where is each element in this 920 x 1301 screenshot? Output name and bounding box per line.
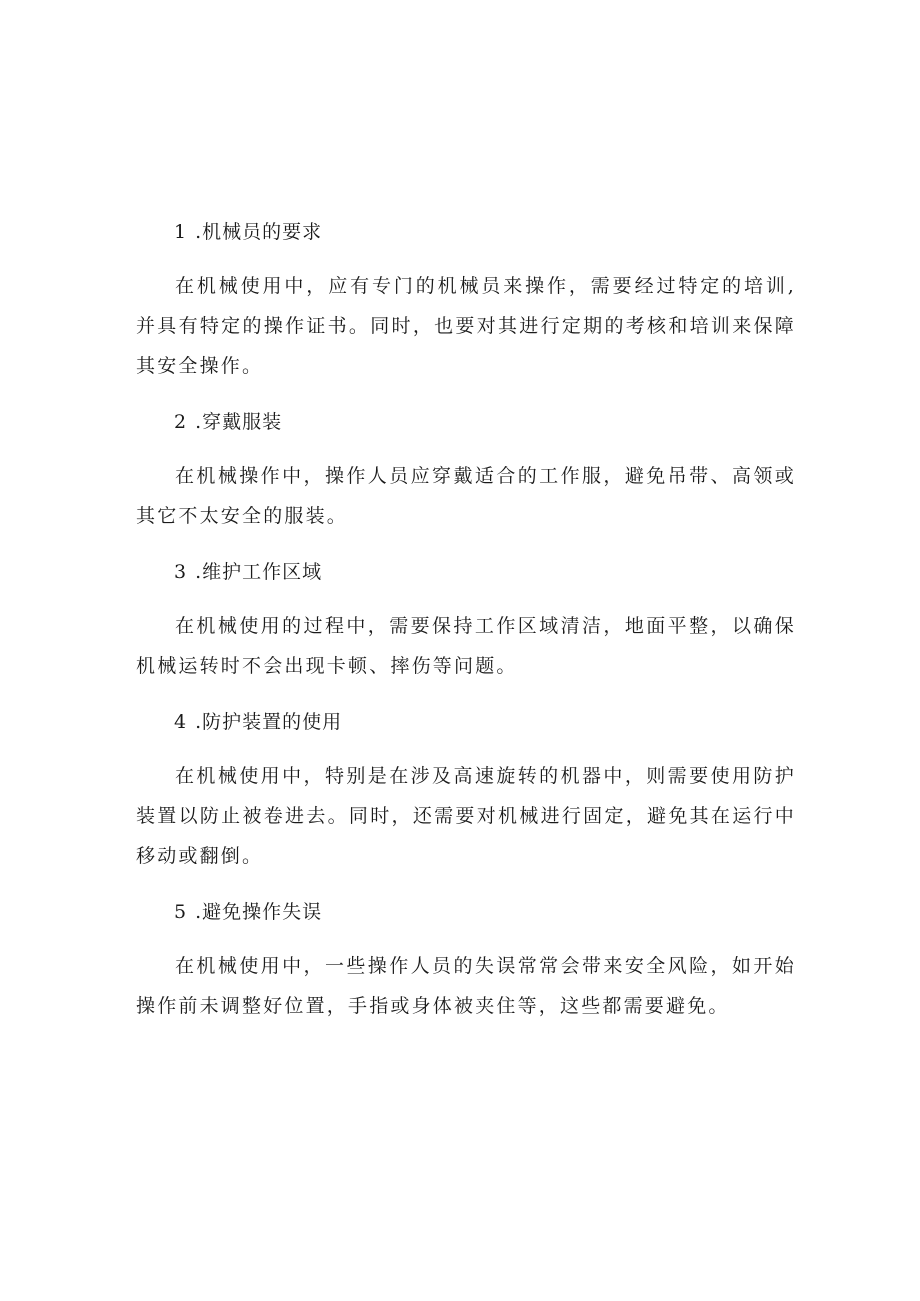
section-heading xyxy=(136,218,796,246)
section-number: 3 xyxy=(174,561,188,583)
section-title: .防护装置的使用 xyxy=(195,711,343,733)
section-heading xyxy=(136,708,796,736)
section-title: .避免操作失误 xyxy=(195,901,323,923)
section-body: 在机械使用中，一些操作人员的失误常常会带来安全风险，如开始操作前未调整好位置，手指或身体被夹住等，这些都需要避免。 xyxy=(136,955,796,1017)
document-page xyxy=(136,218,796,1026)
section-heading xyxy=(136,898,796,926)
section-title: .穿戴服装 xyxy=(195,411,283,433)
section-body: 在机械使用的过程中，需要保持工作区域清洁，地面平整，以确保机械运转时不会出现卡顿、摔伤等问题。 xyxy=(136,615,796,677)
section-2 xyxy=(136,408,796,536)
section-3 xyxy=(136,558,796,686)
section-number: 1 xyxy=(174,221,188,243)
section-title: .维护工作区域 xyxy=(195,561,323,583)
section-5 xyxy=(136,898,796,1026)
section-title: .机械员的要求 xyxy=(195,221,323,243)
section-number: 4 xyxy=(174,711,188,733)
section-heading xyxy=(136,558,796,586)
section-1 xyxy=(136,218,796,386)
section-body: 在机械使用中，应有专门的机械员来操作，需要经过特定的培训,并具有特定的操作证书。同时，也要对其进行定期的考核和培训来保障其安全操作。 xyxy=(136,275,796,377)
section-number: 5 xyxy=(174,901,188,923)
section-heading xyxy=(136,408,796,436)
section-number: 2 xyxy=(174,411,188,433)
section-body: 在机械操作中，操作人员应穿戴适合的工作服，避免吊带、高领或其它不太安全的服装。 xyxy=(136,465,796,527)
section-body: 在机械使用中，特别是在涉及高速旋转的机器中，则需要使用防护装置以防止被卷进去。同时，还需要对机械进行固定，避免其在运行中移动或翻倒。 xyxy=(136,765,796,867)
section-4 xyxy=(136,708,796,876)
